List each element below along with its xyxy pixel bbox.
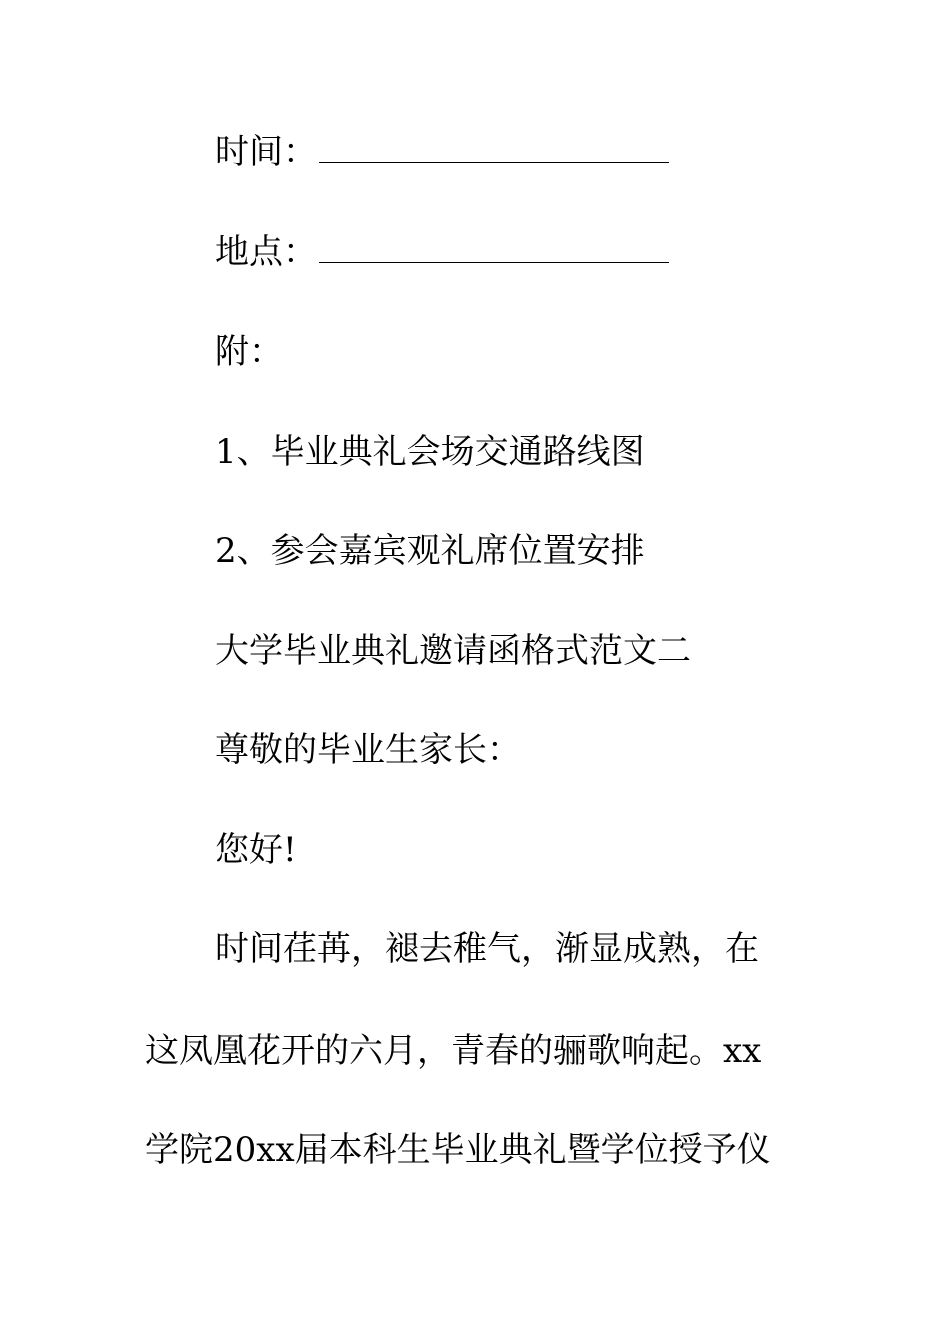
place-label: 地点： [215,232,317,272]
body-paragraph-line-3: 学院20xx届本科生毕业典礼暨学位授予仪 [145,1130,771,1170]
body-paragraph-line-1: 时间荏苒，褪去稚气，渐显成熟，在 [215,929,759,969]
attachment-label: 附： [215,332,283,372]
section-title: 大学毕业典礼邀请函格式范文二 [215,631,691,671]
place-field [215,232,669,272]
time-label: 时间： [215,132,317,172]
time-field [215,132,669,172]
salutation: 尊敬的毕业生家长： [215,730,521,770]
attachment-item-2: 2、参会嘉宾观礼席位置安排 [215,531,645,571]
attachment-item-1: 1、毕业典礼会场交通路线图 [215,432,645,472]
place-blank-line [319,234,669,263]
time-blank-line [319,134,669,163]
body-paragraph-line-2: 这凤凰花开的六月，青春的骊歌响起。xx [145,1031,762,1071]
greeting: 您好! [215,830,297,870]
